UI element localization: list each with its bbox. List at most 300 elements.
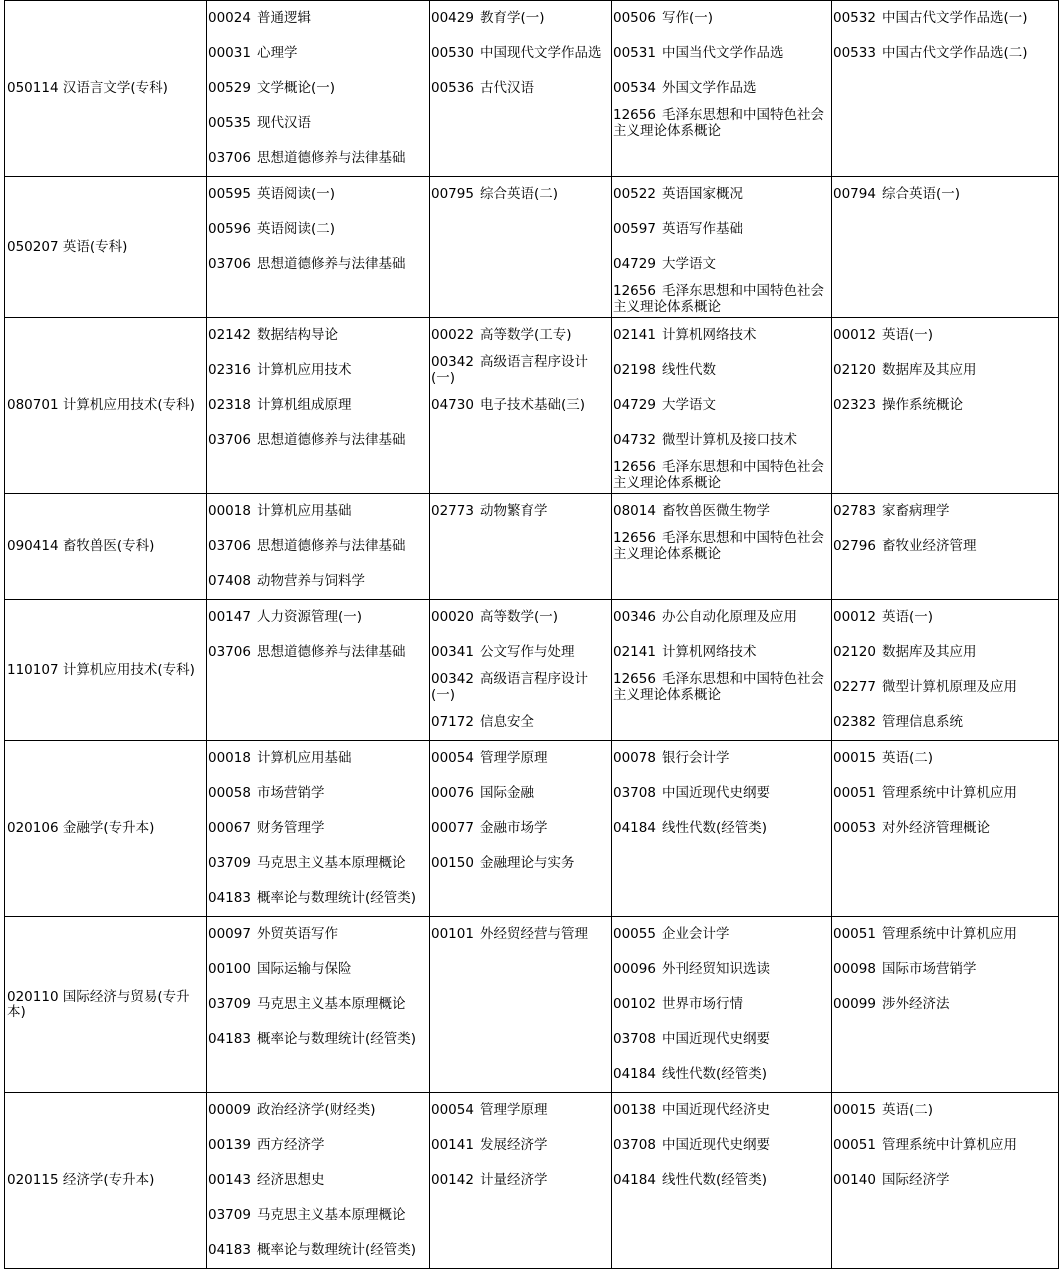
course-entry: [208, 855, 428, 871]
course-entry: [431, 503, 610, 519]
course-entry: [613, 1137, 830, 1153]
major-cell: 050114 汉语言文学(专科): [5, 1, 207, 177]
course-name: 英语国家概况: [661, 186, 743, 202]
course-code: 02382: [833, 714, 876, 730]
course-code: 03709: [208, 996, 251, 1012]
course-slot: [612, 458, 831, 493]
course-code: 00051: [833, 1137, 876, 1153]
course-name: 概率论与数理统计(经管类): [256, 890, 416, 906]
course-entry: [431, 80, 610, 96]
course-entry: [613, 644, 830, 660]
major-cell: 020115 经济学(专升本): [5, 1093, 207, 1269]
course-name: 毛泽东思想和中国特色社会主义理论体系概论: [613, 459, 824, 491]
course-code: 02198: [613, 362, 656, 378]
course-name: 国际金融: [479, 785, 534, 801]
course-entry: [613, 221, 830, 237]
course-entry: [208, 1137, 428, 1153]
course-entry: [431, 1172, 610, 1188]
course-code: 12656: [613, 671, 656, 687]
course-name: 外刊经贸知识选读: [661, 961, 770, 977]
course-cell: [612, 318, 832, 494]
course-code: 00067: [208, 820, 251, 836]
course-entry: [208, 10, 428, 26]
course-entry: [613, 785, 830, 801]
course-cell: [207, 494, 430, 600]
course-slot: [207, 423, 429, 458]
course-cell: [612, 741, 832, 917]
course-code: 00077: [431, 820, 474, 836]
course-code: 00054: [431, 1102, 474, 1118]
course-name: 微型计算机原理及应用: [881, 679, 1017, 695]
course-name: 市场营销学: [256, 785, 325, 801]
major-cell: 020106 金融学(专升本): [5, 741, 207, 917]
course-name: 数据库及其应用: [881, 644, 977, 660]
course-code: 02773: [431, 503, 474, 519]
course-name: 计算机应用基础: [256, 750, 352, 766]
course-cell: [207, 318, 430, 494]
course-entry: [208, 644, 428, 660]
course-name: 西方经济学: [256, 1137, 325, 1153]
course-slot: [832, 388, 1058, 423]
course-cell: [832, 318, 1059, 494]
course-slot: [612, 212, 831, 247]
course-name: 思想道德修养与法律基础: [256, 644, 406, 660]
course-slot: [832, 1093, 1058, 1128]
course-name: 文学概论(一): [256, 80, 335, 96]
course-entry: [833, 609, 1057, 625]
course-name: 管理系统中计算机应用: [881, 785, 1017, 801]
course-code: 00536: [431, 80, 474, 96]
course-name: 管理系统中计算机应用: [881, 1137, 1017, 1153]
course-entry: [833, 785, 1057, 801]
course-cell: [430, 177, 612, 318]
course-slot: [832, 635, 1058, 670]
course-slot: [430, 36, 611, 71]
course-slot: [430, 494, 611, 529]
course-code: 02318: [208, 397, 251, 413]
course-code: 03708: [613, 1137, 656, 1153]
course-slot: [612, 741, 831, 776]
course-code: 02141: [613, 644, 656, 660]
course-entry: [833, 926, 1057, 942]
course-cell: [612, 600, 832, 741]
course-entry: [431, 45, 610, 61]
course-code: 04184: [613, 1066, 656, 1082]
course-code: 00053: [833, 820, 876, 836]
course-code: 00055: [613, 926, 656, 942]
course-code: 04184: [613, 1172, 656, 1188]
course-name: 世界市场行情: [661, 996, 743, 1012]
course-code: 04183: [208, 1242, 251, 1258]
course-code: 02323: [833, 397, 876, 413]
course-slot: [832, 670, 1058, 705]
course-name: 线性代数(经管类): [661, 1066, 767, 1082]
course-entry: [431, 644, 610, 660]
course-cell: [430, 318, 612, 494]
course-entry: [613, 996, 830, 1012]
course-name: 外国文学作品选: [661, 80, 757, 96]
course-slot: [612, 318, 831, 353]
course-entry: [613, 1031, 830, 1047]
course-name: 概率论与数理统计(经管类): [256, 1242, 416, 1258]
course-code: 04183: [208, 1031, 251, 1047]
course-entry: [208, 503, 428, 519]
course-code: 00097: [208, 926, 251, 942]
major-cell: 090414 畜牧兽医(专科): [5, 494, 207, 600]
course-slot: [832, 1128, 1058, 1163]
course-code: 00342: [431, 354, 474, 370]
course-name: 企业会计学: [661, 926, 730, 942]
course-slot: [612, 1057, 831, 1092]
course-code: 00054: [431, 750, 474, 766]
course-code: 00596: [208, 221, 251, 237]
course-slot: [207, 1093, 429, 1128]
course-name: 对外经济管理概论: [881, 820, 990, 836]
course-slot: [612, 423, 831, 458]
course-entry: [208, 890, 428, 906]
course-code: 00429: [431, 10, 474, 26]
course-name: 普通逻辑: [256, 10, 311, 26]
course-code: 04729: [613, 256, 656, 272]
course-slot: [430, 741, 611, 776]
course-code: 00795: [431, 186, 474, 202]
major-row: [5, 494, 1059, 600]
course-slot: [207, 881, 429, 916]
course-entry: [833, 362, 1057, 378]
course-slot: [207, 247, 429, 282]
course-code: 00100: [208, 961, 251, 977]
course-slot: [612, 1163, 831, 1198]
course-name: 动物繁育学: [479, 503, 548, 519]
course-name: 涉外经济法: [881, 996, 950, 1012]
course-code: 00015: [833, 750, 876, 766]
course-slot: [832, 811, 1058, 846]
course-code: 12656: [613, 459, 656, 475]
course-name: 马克思主义基本原理概论: [256, 996, 406, 1012]
course-entry: [613, 671, 830, 703]
course-entry: [613, 45, 830, 61]
course-slot: [207, 952, 429, 987]
course-name: 中国近现代经济史: [661, 1102, 770, 1118]
course-name: 家畜病理学: [881, 503, 950, 519]
course-name: 计算机网络技术: [661, 327, 757, 343]
course-entry: [208, 750, 428, 766]
course-slot: [612, 987, 831, 1022]
course-name: 线性代数: [661, 362, 716, 378]
course-slot: [207, 741, 429, 776]
course-slot: [612, 811, 831, 846]
course-slot: [612, 1128, 831, 1163]
course-entry: [613, 1172, 830, 1188]
course-name: 马克思主义基本原理概论: [256, 1207, 406, 1223]
major-cell: 020110 国际经济与贸易(专升本): [5, 917, 207, 1093]
course-code: 00794: [833, 186, 876, 202]
course-entry: [431, 609, 610, 625]
course-entry: [208, 150, 428, 166]
course-code: 04732: [613, 432, 656, 448]
course-name: 中国近现代史纲要: [661, 785, 770, 801]
course-slot: [832, 600, 1058, 635]
course-code: 02316: [208, 362, 251, 378]
course-slot: [612, 670, 831, 705]
course-slot: [430, 705, 611, 740]
course-slot: [832, 776, 1058, 811]
course-code: 00341: [431, 644, 474, 660]
course-code: 00142: [431, 1172, 474, 1188]
course-entry: [208, 1102, 428, 1118]
course-name: 畜牧兽医微生物学: [661, 503, 770, 519]
course-name: 金融市场学: [479, 820, 548, 836]
course-name: 思想道德修养与法律基础: [256, 150, 406, 166]
course-name: 高等数学(一): [479, 609, 558, 625]
course-name: 写作(一): [661, 10, 713, 26]
course-name: 发展经济学: [479, 1137, 548, 1153]
course-slot: [612, 635, 831, 670]
exam-schedule-body: [5, 1, 1059, 1269]
course-entry: [833, 750, 1057, 766]
course-code: 00150: [431, 855, 474, 871]
course-entry: [431, 354, 610, 386]
course-slot: [430, 846, 611, 881]
course-entry: [613, 186, 830, 202]
course-slot: [430, 318, 611, 353]
course-slot: [832, 353, 1058, 388]
course-code: 03706: [208, 538, 251, 554]
course-name: 管理信息系统: [881, 714, 963, 730]
course-slot: [832, 952, 1058, 987]
course-entry: [208, 785, 428, 801]
course-name: 教育学(一): [479, 10, 545, 26]
course-name: 大学语文: [661, 397, 716, 413]
course-slot: [612, 282, 831, 317]
course-name: 信息安全: [479, 714, 534, 730]
course-cell: [430, 741, 612, 917]
course-cell: [832, 1093, 1059, 1269]
course-entry: [208, 327, 428, 343]
course-entry: [208, 397, 428, 413]
course-name: 英语阅读(一): [256, 186, 335, 202]
course-slot: [430, 1093, 611, 1128]
course-entry: [833, 327, 1057, 343]
course-code: 00529: [208, 80, 251, 96]
course-code: 00534: [613, 80, 656, 96]
course-slot: [207, 212, 429, 247]
course-code: 07408: [208, 573, 251, 589]
course-entry: [833, 714, 1057, 730]
course-code: 00018: [208, 750, 251, 766]
major-row: [5, 917, 1059, 1093]
course-name: 公文写作与处理: [479, 644, 575, 660]
course-name: 毛泽东思想和中国特色社会主义理论体系概论: [613, 107, 824, 139]
course-name: 毛泽东思想和中国特色社会主义理论体系概论: [613, 283, 824, 315]
course-slot: [207, 141, 429, 176]
course-entry: [208, 573, 428, 589]
course-slot: [430, 1128, 611, 1163]
course-name: 中国近现代史纲要: [661, 1137, 770, 1153]
course-code: 12656: [613, 283, 656, 299]
course-entry: [833, 186, 1057, 202]
course-slot: [207, 71, 429, 106]
course-entry: [613, 362, 830, 378]
course-entry: [613, 432, 830, 448]
course-code: 00530: [431, 45, 474, 61]
course-name: 英语(一): [881, 327, 933, 343]
course-name: 思想道德修养与法律基础: [256, 538, 406, 554]
course-code: 00076: [431, 785, 474, 801]
course-name: 国际运输与保险: [256, 961, 352, 977]
course-entry: [431, 10, 610, 26]
course-entry: [431, 926, 610, 942]
course-entry: [833, 1172, 1057, 1188]
course-name: 外贸英语写作: [256, 926, 338, 942]
major-row: [5, 1, 1059, 177]
course-entry: [208, 538, 428, 554]
course-name: 管理学原理: [479, 750, 548, 766]
course-code: 00147: [208, 609, 251, 625]
course-name: 金融理论与实务: [479, 855, 575, 871]
course-entry: [208, 1031, 428, 1047]
course-entry: [431, 820, 610, 836]
course-entry: [208, 80, 428, 96]
course-cell: [430, 1093, 612, 1269]
course-slot: [207, 494, 429, 529]
course-code: 00009: [208, 1102, 251, 1118]
course-name: 英语写作基础: [661, 221, 743, 237]
course-entry: [613, 1066, 830, 1082]
course-entry: [833, 644, 1057, 660]
course-slot: [207, 388, 429, 423]
course-entry: [613, 80, 830, 96]
major-row: [5, 318, 1059, 494]
major-row: [5, 177, 1059, 318]
course-code: 00506: [613, 10, 656, 26]
course-slot: [207, 776, 429, 811]
course-code: 12656: [613, 530, 656, 546]
course-cell: [832, 177, 1059, 318]
course-slot: [612, 952, 831, 987]
course-name: 中国现代文学作品选: [479, 45, 602, 61]
course-slot: [832, 529, 1058, 564]
course-slot: [207, 600, 429, 635]
course-entry: [613, 609, 830, 625]
course-code: 00024: [208, 10, 251, 26]
course-slot: [612, 353, 831, 388]
course-name: 银行会计学: [661, 750, 730, 766]
course-entry: [431, 785, 610, 801]
course-entry: [833, 679, 1057, 695]
course-code: 02796: [833, 538, 876, 554]
course-slot: [612, 600, 831, 635]
course-code: 00015: [833, 1102, 876, 1118]
course-name: 综合英语(一): [881, 186, 960, 202]
course-name: 毛泽东思想和中国特色社会主义理论体系概论: [613, 671, 824, 703]
course-entry: [208, 996, 428, 1012]
course-cell: [207, 1, 430, 177]
course-cell: [207, 1093, 430, 1269]
course-slot: [832, 36, 1058, 71]
course-code: 00096: [613, 961, 656, 977]
course-code: 00141: [431, 1137, 474, 1153]
course-name: 概率论与数理统计(经管类): [256, 1031, 416, 1047]
course-cell: [832, 494, 1059, 600]
course-code: 00342: [431, 671, 474, 687]
course-entry: [833, 1137, 1057, 1153]
course-slot: [612, 106, 831, 141]
course-entry: [833, 538, 1057, 554]
course-entry: [613, 283, 830, 315]
course-name: 操作系统概论: [881, 397, 963, 413]
course-cell: [832, 1, 1059, 177]
course-entry: [208, 609, 428, 625]
course-name: 办公自动化原理及应用: [661, 609, 797, 625]
course-name: 英语阅读(二): [256, 221, 335, 237]
course-name: 英语(一): [881, 609, 933, 625]
course-entry: [833, 820, 1057, 836]
course-name: 心理学: [256, 45, 298, 61]
course-slot: [612, 917, 831, 952]
major-cell: 050207 英语(专科): [5, 177, 207, 318]
major-row: [5, 600, 1059, 741]
course-code: 04184: [613, 820, 656, 836]
course-name: 动物营养与饲料学: [256, 573, 365, 589]
course-slot: [612, 36, 831, 71]
course-entry: [833, 996, 1057, 1012]
course-cell: [612, 1, 832, 177]
course-code: 00020: [431, 609, 474, 625]
course-code: 02120: [833, 644, 876, 660]
course-name: 中国古代文学作品选(一): [881, 10, 1028, 26]
course-code: 00346: [613, 609, 656, 625]
course-entry: [208, 1172, 428, 1188]
course-code: 02142: [208, 327, 251, 343]
course-entry: [613, 1102, 830, 1118]
course-entry: [833, 10, 1057, 26]
course-code: 03708: [613, 1031, 656, 1047]
course-name: 计算机应用技术: [256, 362, 352, 378]
course-entry: [208, 1242, 428, 1258]
course-slot: [612, 494, 831, 529]
course-code: 03709: [208, 1207, 251, 1223]
course-code: 00597: [613, 221, 656, 237]
course-code: 00140: [833, 1172, 876, 1188]
course-code: 00102: [613, 996, 656, 1012]
course-name: 微型计算机及接口技术: [661, 432, 797, 448]
course-slot: [832, 741, 1058, 776]
exam-schedule-table: [4, 0, 1059, 1269]
course-name: 大学语文: [661, 256, 716, 272]
course-cell: [207, 741, 430, 917]
course-entry: [431, 1137, 610, 1153]
course-entry: [208, 256, 428, 272]
course-slot: [430, 388, 611, 423]
course-slot: [430, 917, 611, 952]
course-slot: [207, 1, 429, 36]
course-name: 国际市场营销学: [881, 961, 977, 977]
course-code: 04729: [613, 397, 656, 413]
course-slot: [832, 494, 1058, 529]
course-code: 02141: [613, 327, 656, 343]
course-entry: [208, 1207, 428, 1223]
course-slot: [430, 177, 611, 212]
course-slot: [832, 705, 1058, 740]
course-slot: [612, 177, 831, 212]
course-code: 04183: [208, 890, 251, 906]
course-name: 管理学原理: [479, 1102, 548, 1118]
course-entry: [833, 1102, 1057, 1118]
course-entry: [833, 503, 1057, 519]
course-code: 00101: [431, 926, 474, 942]
course-code: 00051: [833, 926, 876, 942]
